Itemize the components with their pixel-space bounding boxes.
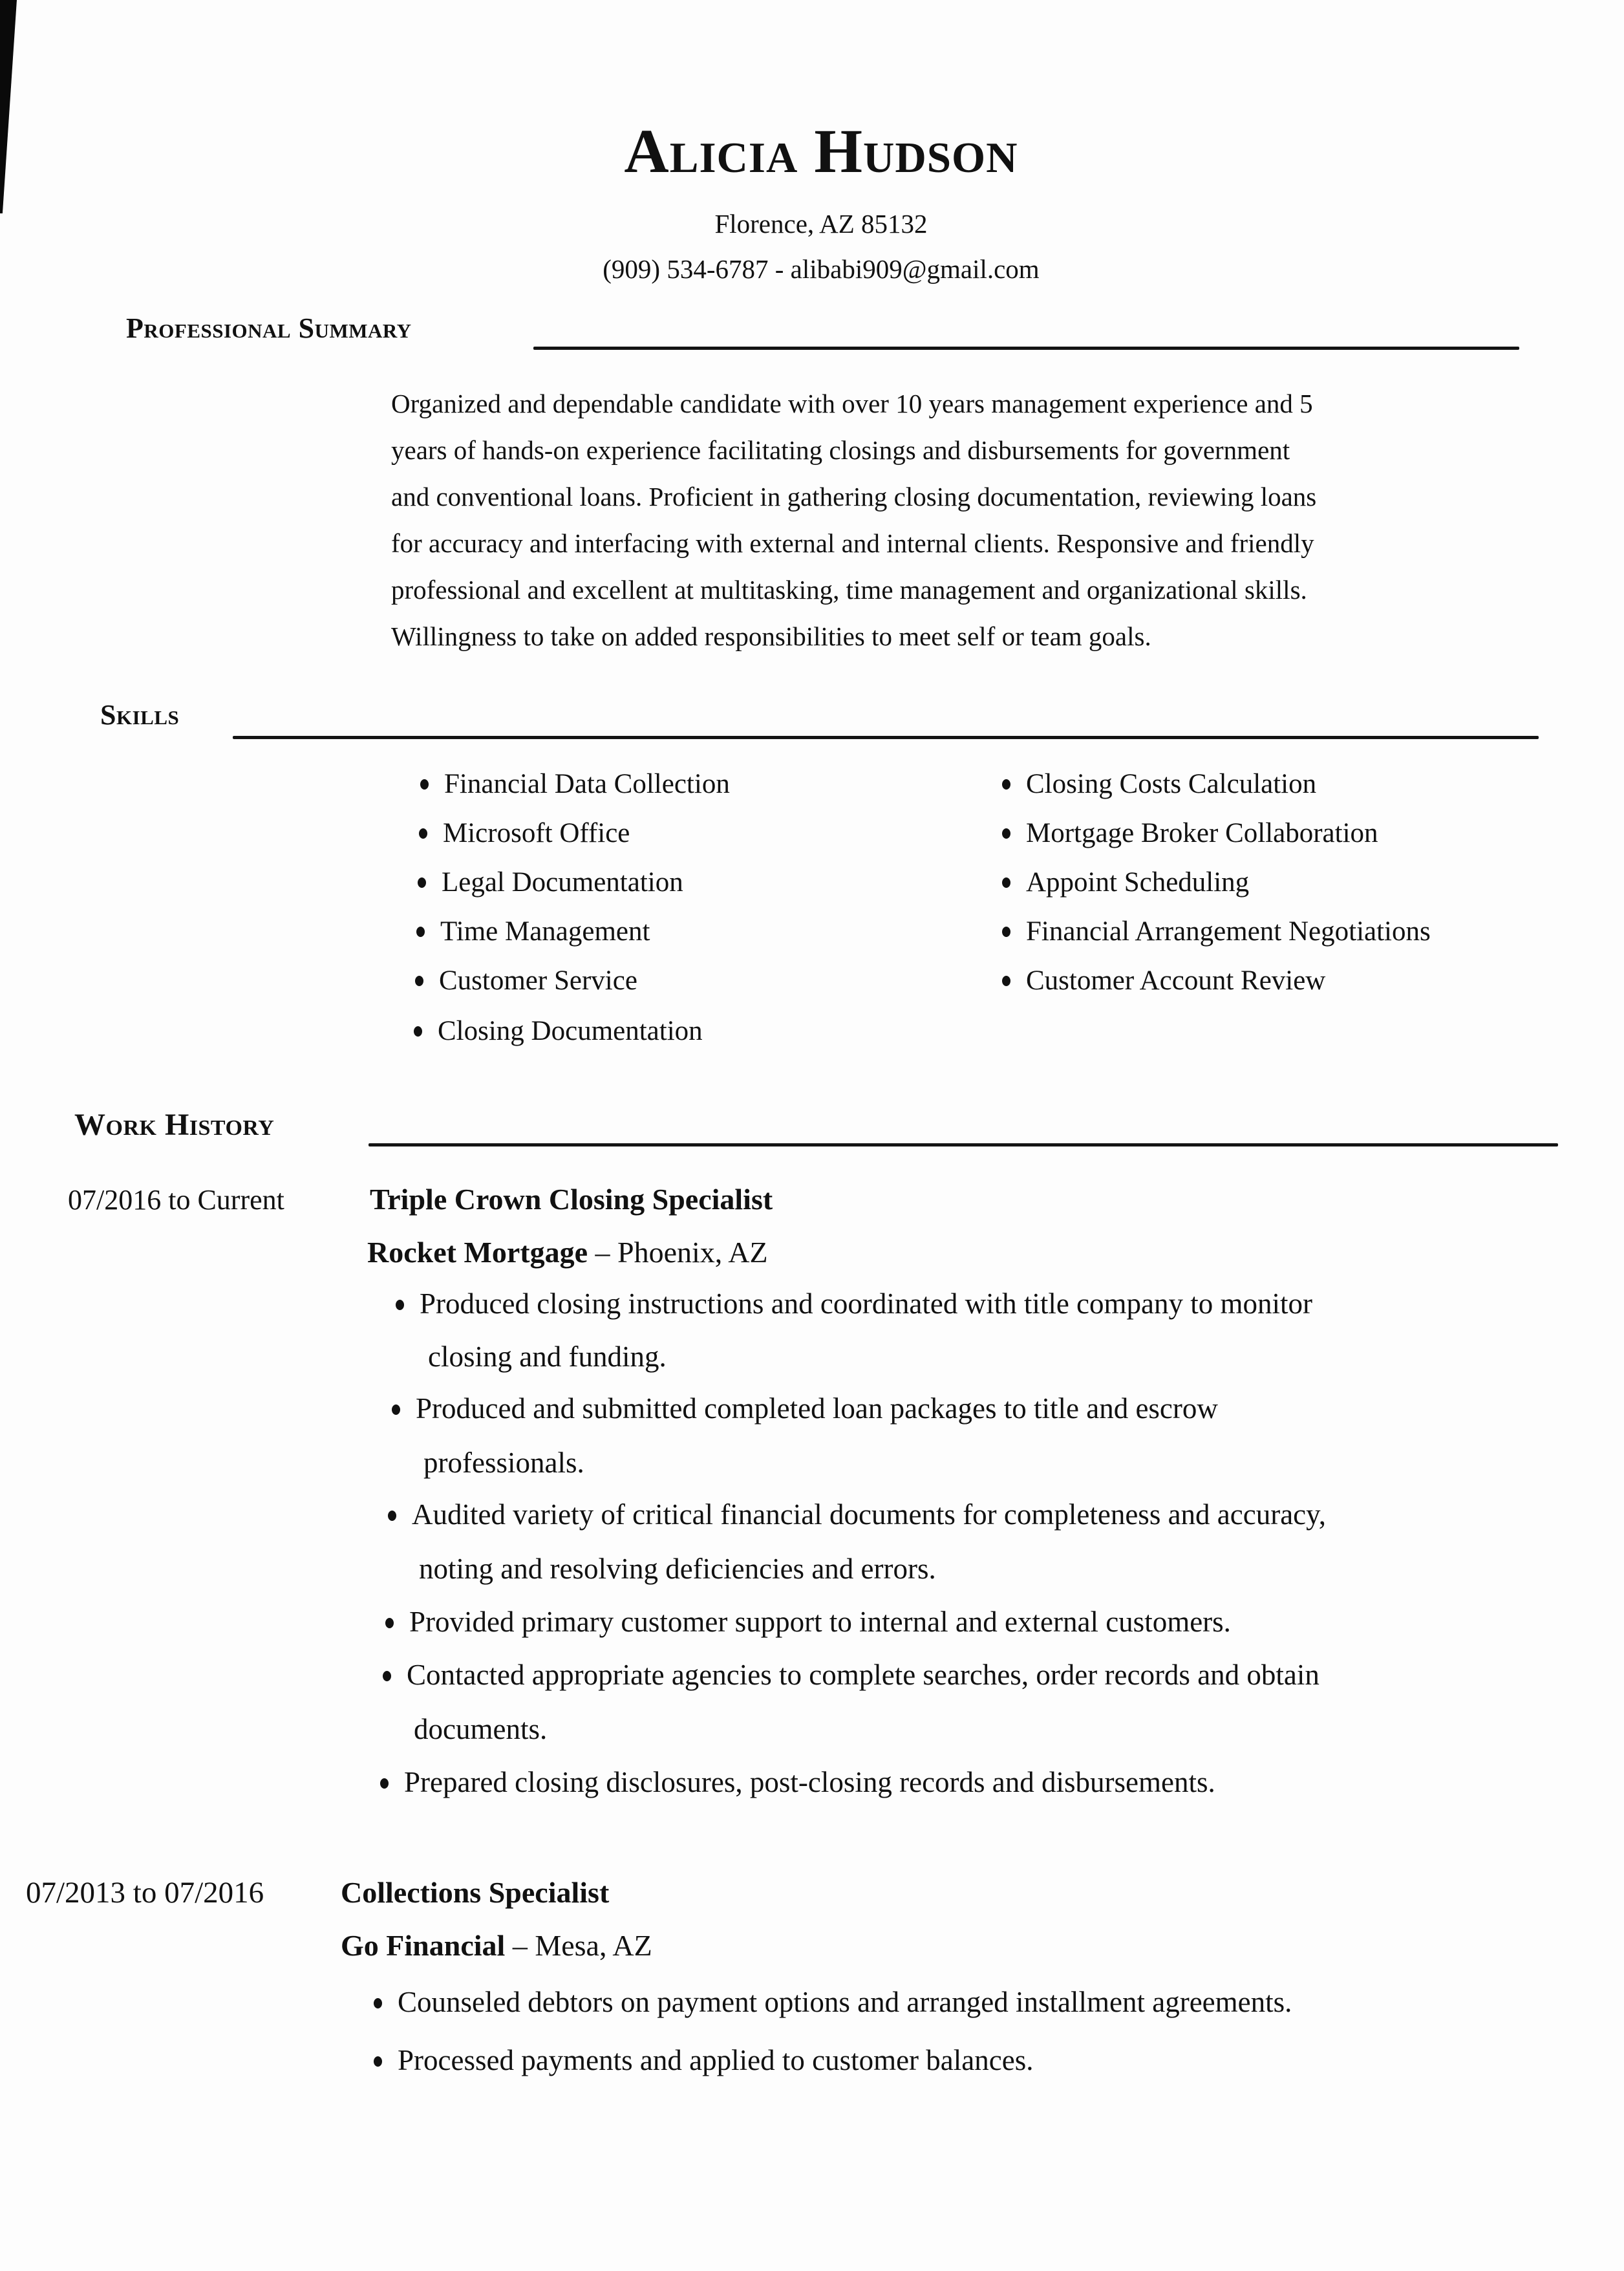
duty-item: Contacted appropriate agencies to complete searches, order records and obtain [383, 1658, 1320, 1692]
bullet-icon [1002, 828, 1010, 839]
bullet-icon [383, 1671, 391, 1681]
bullet-icon [416, 927, 425, 937]
duty-item: Produced and submitted completed loan packages to title and escrow [392, 1392, 1218, 1425]
duty-item: Processed payments and applied to customer balances. [374, 2043, 1033, 2077]
duty-item-continuation: documents. [414, 1713, 548, 1745]
company-name: Rocket Mortgage [367, 1236, 588, 1269]
bullet-icon [1002, 976, 1010, 986]
summary-line: for accuracy and interfacing with external and internal clients. Responsive and friendly [391, 528, 1314, 558]
summary-line: professional and excellent at multitasking, time management and organizational skills. [391, 575, 1307, 605]
bullet-icon [1002, 927, 1010, 937]
section-rule [533, 347, 1519, 350]
bullet-icon [385, 1618, 394, 1628]
candidate-name: Alicia Hudson [624, 116, 1018, 186]
contact-line [0, 253, 1624, 285]
summary-line: and conventional loans. Proficient in gathering closing documentation, reviewing loans [391, 482, 1317, 511]
job-employer [367, 1235, 768, 1269]
contact-separator: - [768, 254, 791, 284]
company-location: – Phoenix, AZ [588, 1236, 768, 1269]
skill-item: Financial Data Collection [420, 768, 730, 800]
duty-item-continuation: professionals. [423, 1447, 584, 1479]
duty-item: Provided primary customer support to internal and external customers. [385, 1605, 1231, 1639]
bullet-icon [420, 779, 429, 790]
skill-item: Mortgage Broker Collaboration [1002, 817, 1378, 849]
address: Florence, AZ 85132 [714, 209, 928, 239]
bullet-icon [374, 1998, 382, 2008]
summary-line: Willingness to take on added responsibilities to meet self or team goals. [391, 621, 1151, 651]
duty-item-continuation: noting and resolving deficiencies and errors. [419, 1553, 936, 1585]
section-heading-work-history: Work History [74, 1108, 275, 1142]
duty-item: Counseled debtors on payment options and arranged installment agreements. [374, 1985, 1292, 2019]
summary-line: Organized and dependable candidate with over 10 years management experience and 5 [391, 389, 1313, 418]
bullet-icon [1002, 779, 1010, 790]
skill-item: Closing Costs Calculation [1002, 768, 1316, 800]
bullet-icon [419, 828, 427, 839]
bullet-icon [414, 1026, 422, 1037]
bullet-icon [388, 1511, 396, 1521]
section-heading-summary: Professional Summary [126, 312, 412, 344]
bullet-icon [415, 976, 423, 986]
skill-item: Customer Account Review [1002, 965, 1325, 996]
company-location: – Mesa, AZ [505, 1929, 652, 1962]
bullet-icon [1002, 877, 1010, 888]
skill-item: Legal Documentation [418, 866, 683, 898]
skill-item: Microsoft Office [419, 817, 630, 849]
job-title: Triple Crown Closing Specialist [370, 1183, 773, 1216]
job-dates: 07/2016 to Current [68, 1184, 284, 1216]
skill-item: Customer Service [415, 965, 637, 996]
bullet-icon [374, 2056, 382, 2067]
bullet-icon [418, 877, 426, 888]
bullet-icon [396, 1300, 404, 1310]
section-rule [233, 736, 1539, 739]
phone: (909) 534-6787 [603, 254, 769, 284]
bullet-icon [380, 1778, 389, 1789]
section-rule [369, 1143, 1558, 1146]
summary-line: years of hands-on experience facilitating closings and disbursements for government [391, 435, 1290, 465]
job-title: Collections Specialist [341, 1876, 610, 1909]
duty-item: Prepared closing disclosures, post-closing records and disbursements. [380, 1765, 1215, 1799]
summary-paragraph [391, 380, 1529, 660]
skill-item: Financial Arrangement Negotiations [1002, 916, 1431, 947]
bullet-icon [392, 1405, 400, 1415]
section-heading-skills: Skills [100, 699, 180, 731]
email: alibabi909@gmail.com [790, 254, 1040, 284]
skill-item: Closing Documentation [414, 1015, 703, 1047]
duty-item-continuation: closing and funding. [428, 1340, 667, 1373]
skill-item: Time Management [416, 916, 650, 947]
company-name: Go Financial [341, 1929, 506, 1962]
skill-item: Appoint Scheduling [1002, 866, 1249, 898]
job-employer [341, 1928, 652, 1963]
duty-item: Audited variety of critical financial documents for completeness and accuracy, [388, 1498, 1326, 1531]
job-dates: 07/2013 to 07/2016 [26, 1876, 264, 1910]
duty-item: Produced closing instructions and coordinated with title company to monitor [396, 1287, 1312, 1320]
